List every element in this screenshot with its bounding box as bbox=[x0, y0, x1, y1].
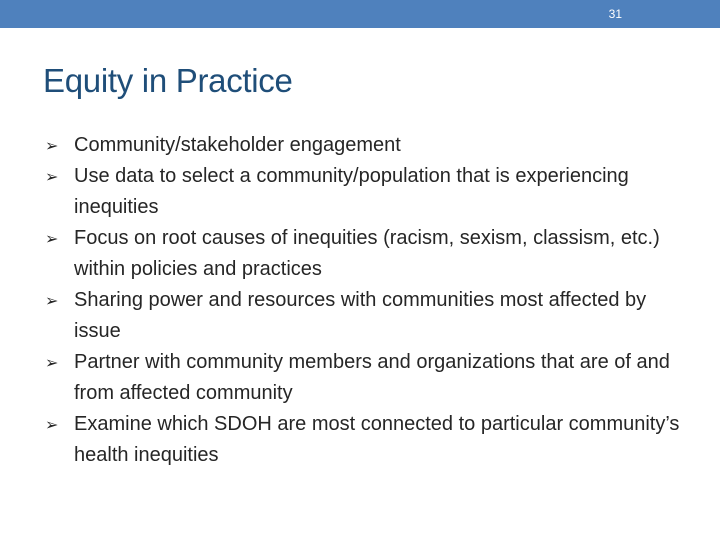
arrowhead-bullet-icon: ➢ bbox=[45, 167, 59, 186]
slide-title: Equity in Practice bbox=[43, 62, 293, 99]
bullet-item bbox=[45, 285, 695, 347]
bullet-text: Community/stakeholder engagement bbox=[74, 134, 401, 156]
header-bar bbox=[0, 0, 720, 28]
arrowhead-bullet-icon: ➢ bbox=[45, 415, 59, 434]
bullet-text: Examine which SDOH are most connected to particular community’s health inequities bbox=[74, 413, 680, 466]
bullet-item bbox=[45, 130, 695, 161]
arrowhead-bullet-icon: ➢ bbox=[45, 353, 59, 372]
bullet-text: Partner with community members and organizations that are of and from affected community bbox=[74, 351, 670, 404]
slide-number: 31 bbox=[608, 7, 622, 21]
bullet-text: Sharing power and resources with communities most affected by issue bbox=[74, 289, 647, 342]
arrowhead-bullet-icon: ➢ bbox=[45, 291, 59, 310]
bullet-item bbox=[45, 409, 695, 471]
bullet-text: Use data to select a community/population that is experiencing inequities bbox=[74, 165, 629, 218]
bullet-item bbox=[45, 161, 695, 223]
bullet-list bbox=[45, 130, 695, 471]
bullet-text: Focus on root causes of inequities (racism, sexism, classism, etc.) within policies and practices bbox=[74, 227, 660, 280]
arrowhead-bullet-icon: ➢ bbox=[45, 136, 59, 155]
bullet-item bbox=[45, 223, 695, 285]
bullet-item bbox=[45, 347, 695, 409]
arrowhead-bullet-icon: ➢ bbox=[45, 229, 59, 248]
